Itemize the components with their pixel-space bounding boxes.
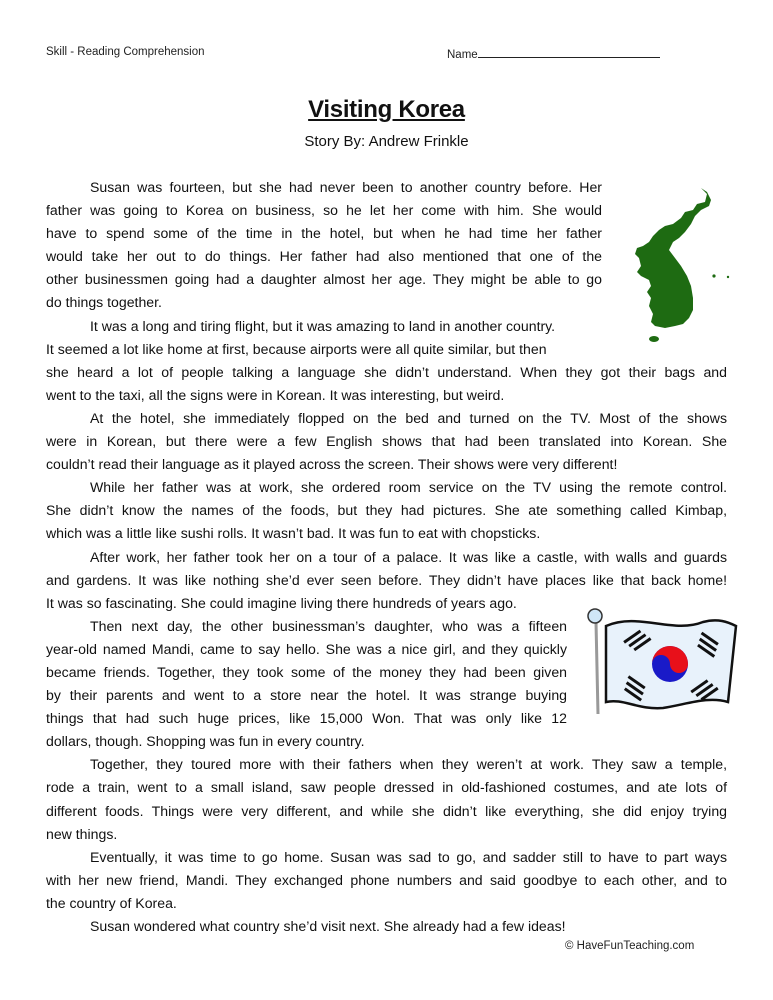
story-line: father was going to Korea on business, so he let her come with him. She would — [46, 202, 602, 219]
story-line: Susan wondered what country she’d visit next. She already had a few ideas! — [90, 918, 566, 934]
page-title: Visiting Korea — [308, 96, 465, 123]
story-line: It seemed a lot like home at first, because airports were all quite similar, but then — [46, 340, 547, 357]
story-line: At the hotel, she immediately flopped on the bed and turned on the TV. Most of the shows — [90, 409, 727, 426]
story-line: Then next day, the other businessman’s daughter, who was a fifteen — [90, 617, 567, 634]
copyright-notice: © HaveFunTeaching.com — [565, 940, 695, 952]
story-line: Susan was fourteen, but she had never been to another country before. Her — [90, 179, 602, 195]
story-line: went to the taxi, all the signs were in Korean. It was interesting, but weird. — [46, 386, 505, 403]
story-line: would take her out to do things. Her father had also mentioned that one of the — [46, 248, 602, 265]
story-line: rode a train, went to a small island, saw people dressed in old-fashioned costumes, and ate lots of — [46, 779, 727, 796]
story-line: other businessmen going had a daughter almost her age. They might be able to go — [46, 271, 602, 288]
story-line: Eventually, it was time to go home. Susan was sad to go, and sadder still to have to part ways — [90, 848, 727, 865]
story-line: It was so fascinating. She could imagine living there hundreds of years ago. — [46, 594, 517, 611]
story-line: After work, her father took her on a tour of a palace. It was like a castle, with walls and guards — [90, 548, 727, 565]
story-line: couldn’t read their language as it played across the screen. Their shows were very different! — [46, 456, 618, 473]
story-line: she heard a lot of people talking a language she didn’t understand. When they got their bags and — [46, 363, 727, 380]
story-line: different foods. Things were very different, and while she didn’t like everything, she did enjoy trying — [46, 802, 727, 819]
byline: Story By: Andrew Frinkle — [304, 133, 469, 150]
story-line: It was a long and tiring flight, but it was amazing to land in another country. — [90, 317, 556, 334]
story-line: Together, they toured more with their fathers when they weren’t at work. They saw a temple, — [90, 756, 727, 773]
story-line: were in Korean, but there were a few English shows that had been translated into Korean. She — [46, 433, 727, 450]
story-line: While her father was at work, she ordered room service on the TV using the remote control. — [90, 479, 727, 496]
story-line: new things. — [46, 825, 118, 842]
name-label: Name — [447, 49, 478, 61]
story-line: She didn’t know the names of the foods, but they had pictures. She ate something called Kimbap, — [46, 502, 727, 519]
story-line: dollars, though. Shopping was fun in every country. — [46, 733, 365, 750]
story-line: have to spend some of the time in the hotel, but when he had time her father — [46, 225, 602, 242]
story-line: by their parents and went to a store near the hotel. It was strange buying — [46, 687, 567, 704]
name-blank-line — [478, 46, 660, 58]
name-field — [447, 46, 660, 61]
story-line: year-old named Mandi, came to say hello. She was a nice girl, and they quickly — [46, 640, 567, 657]
story-line: do things together. — [46, 294, 162, 311]
story-line: the country of Korea. — [46, 894, 177, 911]
story-line: became friends. Together, they took some of the money they had been given — [46, 663, 567, 680]
story-line: with her new friend, Mandi. They exchanged phone numbers and said goodbye to each other, and to — [46, 871, 727, 888]
skill-label: Skill - Reading Comprehension — [46, 46, 205, 58]
story-line: things that had such huge prices, like 15,000 Won. That was only like 12 — [46, 710, 567, 727]
story-line: which was a little like sushi rolls. It wasn’t bad. It was fun to eat with chopsticks. — [46, 525, 541, 542]
story-body — [46, 176, 727, 938]
story-line: and gardens. It was like nothing she’d ever seen before. They didn’t have places like that back home! — [46, 571, 727, 588]
